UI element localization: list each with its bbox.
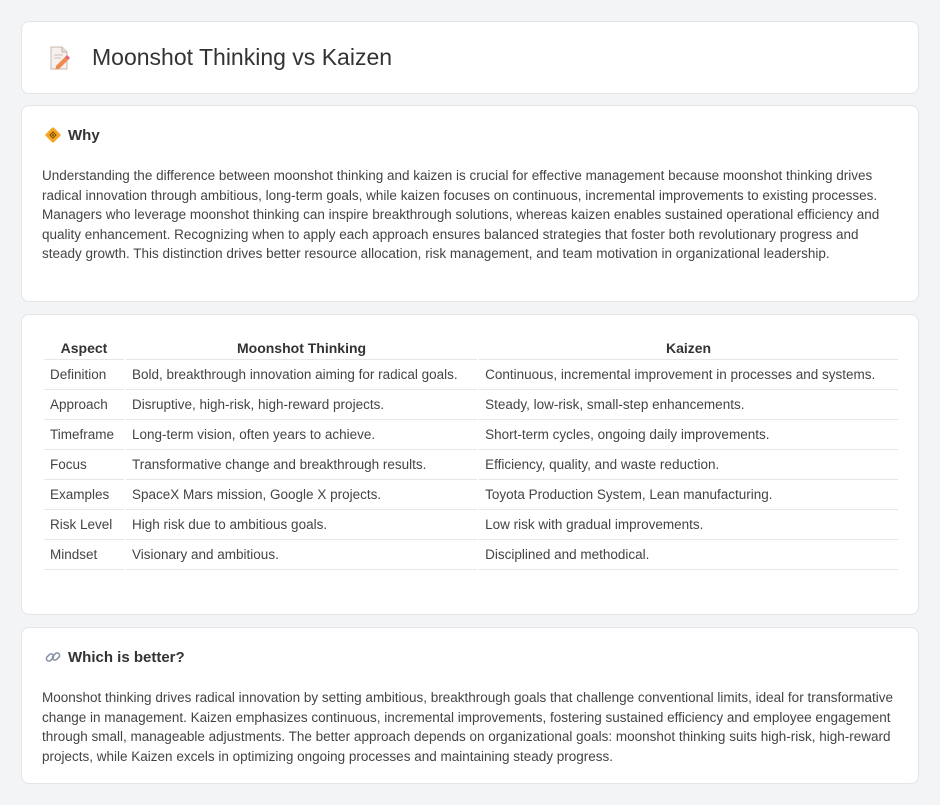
table-row	[44, 360, 898, 390]
moonshot-cell: Bold, breakthrough innovation aiming for radical goals.	[126, 360, 477, 390]
document-edit-icon	[46, 45, 72, 71]
kaizen-cell: Short-term cycles, ongoing daily improvements.	[479, 420, 898, 450]
title-card	[21, 21, 919, 94]
kaizen-cell: Continuous, incremental improvement in processes and systems.	[479, 360, 898, 390]
moonshot-cell: High risk due to ambitious goals.	[126, 510, 477, 540]
moonshot-cell: Transformative change and breakthrough results.	[126, 450, 477, 480]
title-row	[46, 44, 392, 71]
diamond-warning-icon	[44, 126, 62, 144]
kaizen-cell: Low risk with gradual improvements.	[479, 510, 898, 540]
table-row	[44, 450, 898, 480]
moonshot-cell: SpaceX Mars mission, Google X projects.	[126, 480, 477, 510]
aspect-cell: Risk Level	[44, 510, 124, 540]
table-row	[44, 420, 898, 450]
table-header-row	[44, 335, 898, 360]
kaizen-cell: Efficiency, quality, and waste reduction.	[479, 450, 898, 480]
why-text: Understanding the difference between moonshot thinking and kaizen is crucial for effective management because moonshot thinking drives radical innovation through ambitious, long-term goals, while kaizen focuses on continuous, incremental improvements to existing processes. Managers who leverage moonshot thinking can inspire breakthrough solutions, whereas kaizen enables sustained operational efficiency and quality enhancement. Recognizing when to apply each approach ensures balanced strategies that foster both revolutionary progress and steady growth. This distinction drives better resource allocation, risk management, and team motivation in organizational leadership.	[42, 168, 880, 261]
which-is-better-section	[21, 627, 919, 784]
header-aspect: Aspect	[44, 335, 124, 360]
kaizen-cell: Steady, low-risk, small-step enhancements.	[479, 390, 898, 420]
table-row	[44, 540, 898, 570]
aspect-cell: Definition	[44, 360, 124, 390]
kaizen-cell: Disciplined and methodical.	[479, 540, 898, 570]
kaizen-cell: Toyota Production System, Lean manufacturing.	[479, 480, 898, 510]
table-row	[44, 390, 898, 420]
comparison-section	[21, 314, 919, 615]
better-text: Moonshot thinking drives radical innovation by setting ambitious, breakthrough goals that challenge conventional limits, ideal for transformative change in management. Kaizen emphasizes continuous, incremental improvements, fostering sustained efficiency and employee engagement through small, manageable adjustments. The better approach depends on organizational goals: moonshot thinking suits high-risk, high-reward projects, while Kaizen excels in optimizing ongoing processes and maintaining steady progress.	[42, 690, 893, 764]
why-title: Why	[68, 126, 100, 144]
moonshot-cell: Visionary and ambitious.	[126, 540, 477, 570]
aspect-cell: Timeframe	[44, 420, 124, 450]
better-title: Which is better?	[68, 648, 185, 666]
comparison-table	[42, 335, 900, 570]
header-kaizen: Kaizen	[479, 335, 898, 360]
header-moonshot: Moonshot Thinking	[126, 335, 477, 360]
moonshot-cell: Disruptive, high-risk, high-reward projects.	[126, 390, 477, 420]
aspect-cell: Approach	[44, 390, 124, 420]
page-title: Moonshot Thinking vs Kaizen	[92, 44, 393, 70]
table-row	[44, 510, 898, 540]
moonshot-cell: Long-term vision, often years to achieve.	[126, 420, 477, 450]
aspect-cell: Mindset	[44, 540, 124, 570]
why-section	[21, 105, 919, 302]
aspect-cell: Examples	[44, 480, 124, 510]
why-heading	[44, 126, 100, 144]
link-icon	[44, 648, 62, 666]
aspect-cell: Focus	[44, 450, 124, 480]
better-heading	[44, 648, 185, 666]
table-row	[44, 480, 898, 510]
